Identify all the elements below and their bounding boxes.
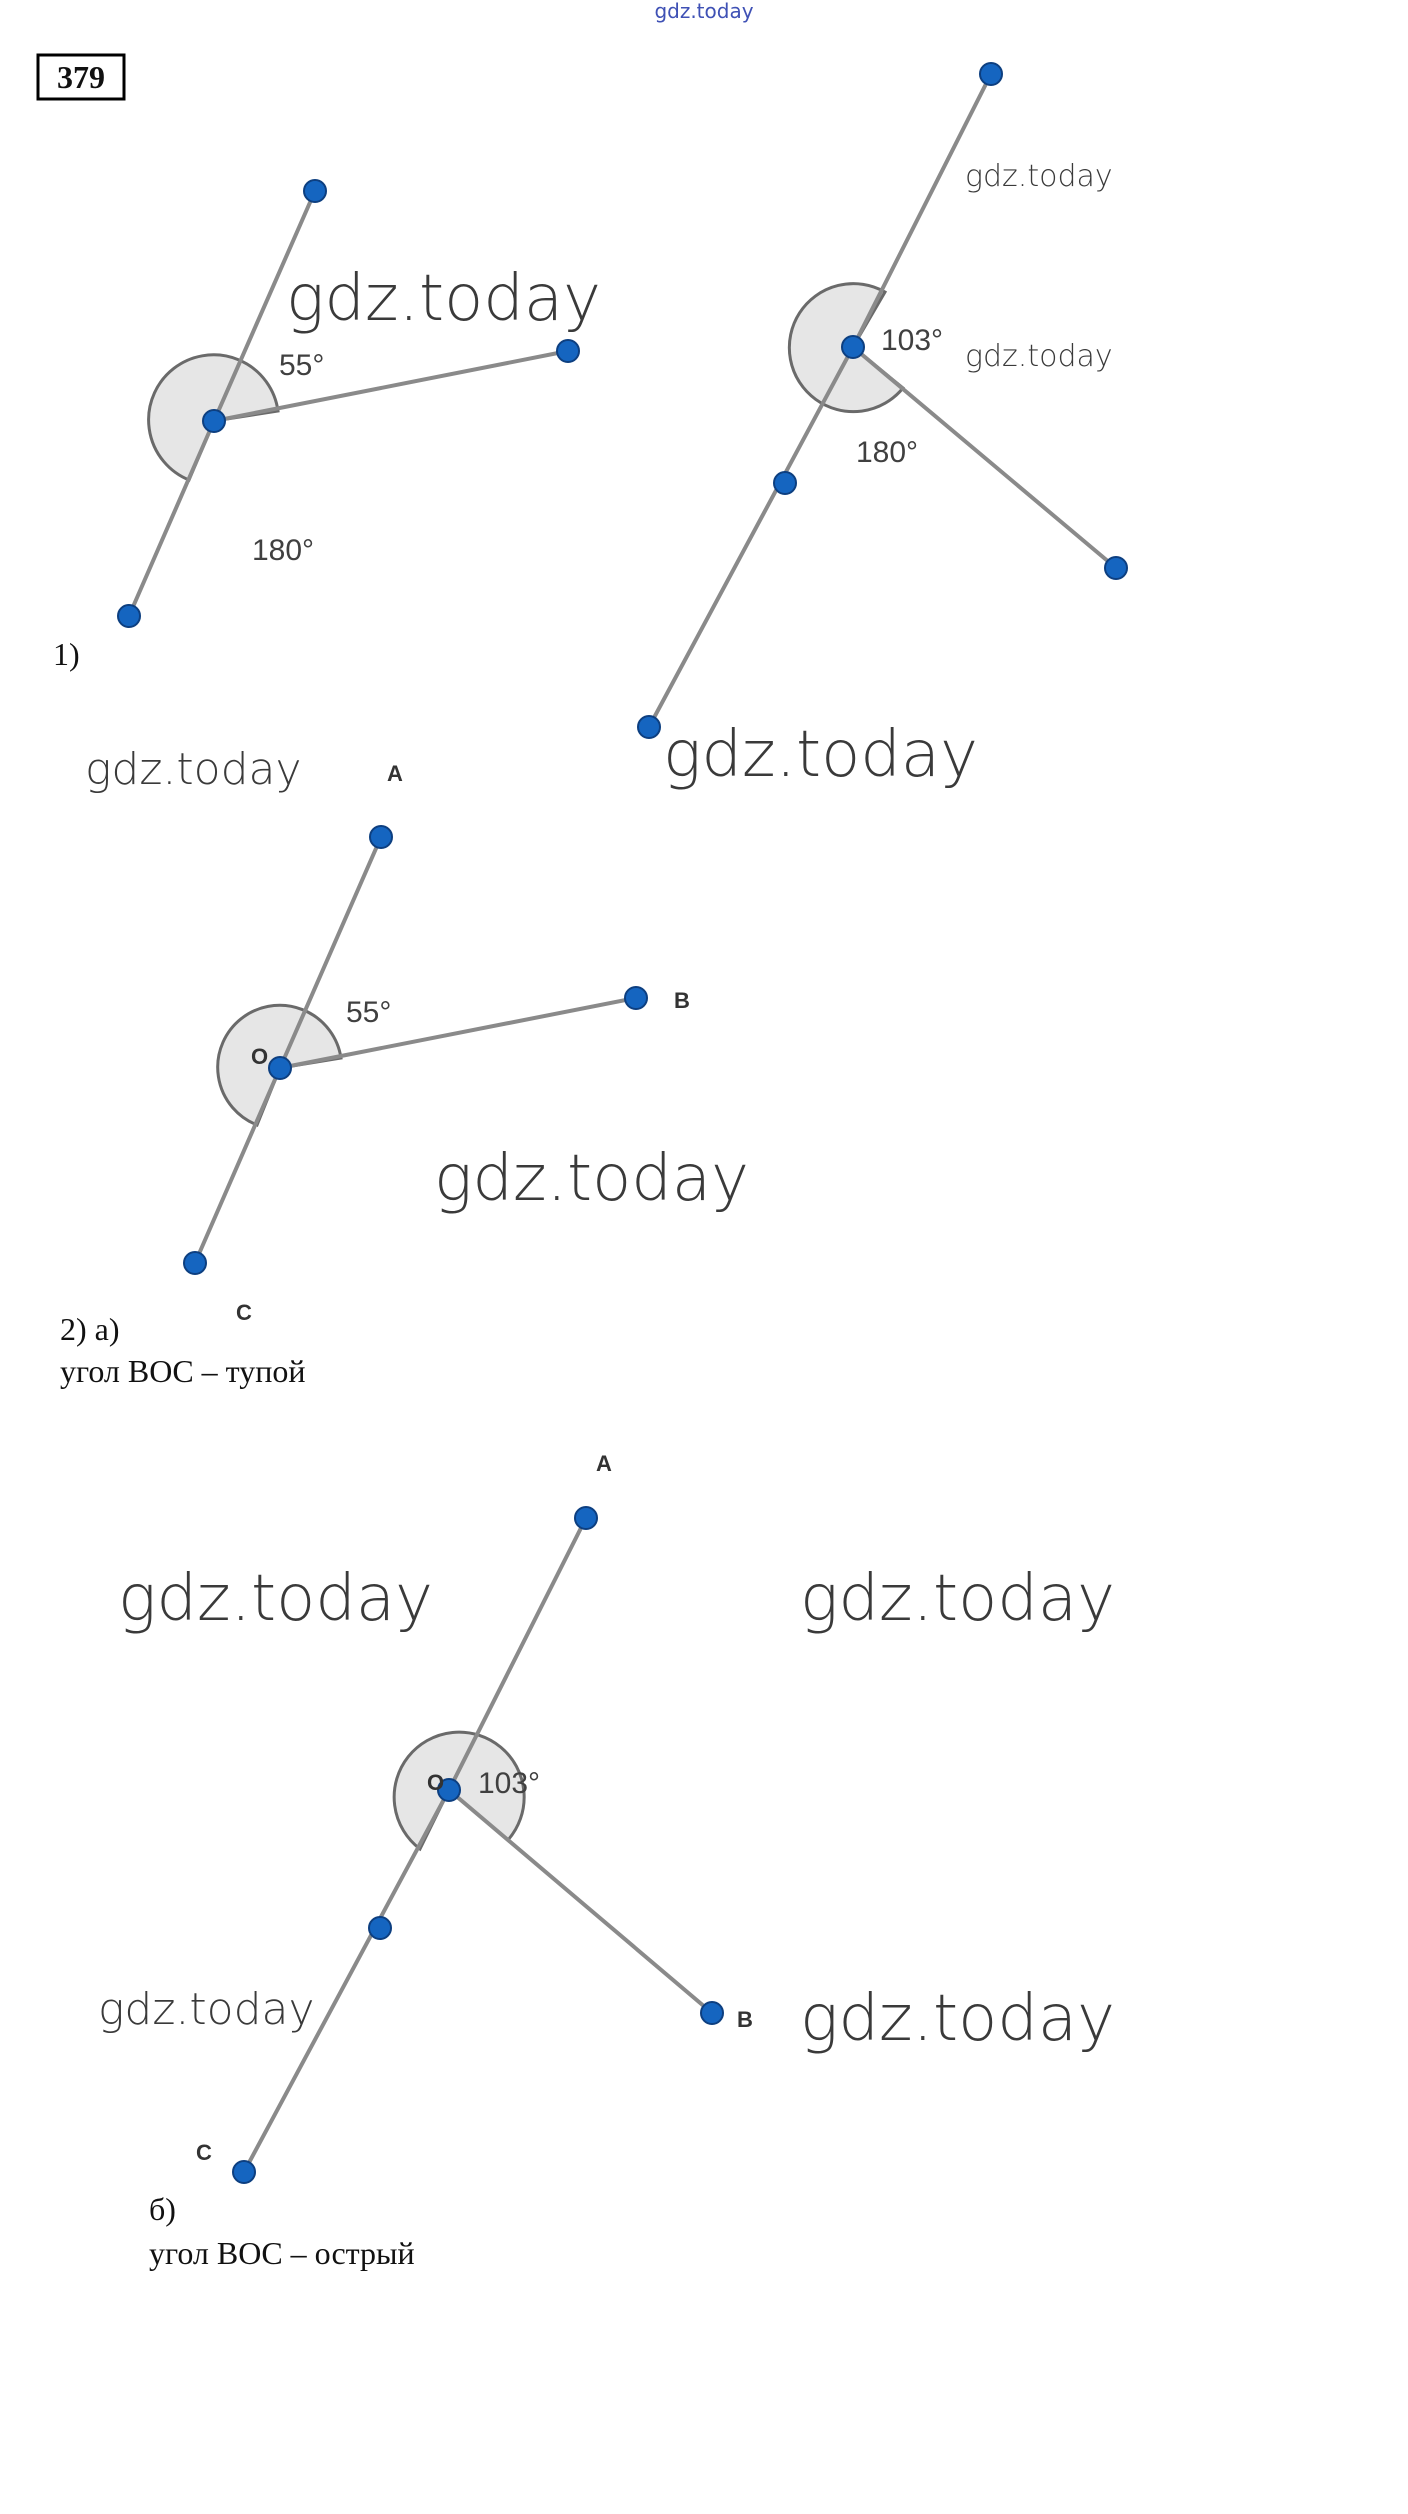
label-b: B — [737, 2007, 753, 2032]
point — [369, 1917, 391, 1939]
point-a — [370, 826, 392, 848]
vertex-point — [203, 410, 225, 432]
part1-label: 1) — [53, 636, 80, 672]
point — [774, 472, 796, 494]
point — [118, 605, 140, 627]
watermark: gdz.today — [800, 1982, 1115, 2056]
watermark: gdz.today — [965, 339, 1113, 374]
header-watermark: gdz.today — [654, 0, 754, 23]
angle-value: 103° — [478, 1767, 541, 1800]
ray-oa — [449, 1518, 586, 1790]
ray-oc — [244, 1790, 449, 2172]
point-b — [701, 2002, 723, 2024]
label-a: A — [596, 1451, 612, 1476]
label-a: A — [387, 761, 403, 786]
point — [1105, 557, 1127, 579]
part2b-label: б) — [149, 2191, 176, 2227]
point-b — [625, 987, 647, 1009]
watermark: gdz.today — [286, 262, 601, 336]
problem-number-box — [38, 55, 124, 99]
part2a-label: 2) а) — [60, 1311, 120, 1347]
point-c — [233, 2161, 255, 2183]
part2a-answer: угол BOC – тупой — [60, 1353, 306, 1389]
ray-ob — [449, 1790, 712, 2013]
point — [980, 63, 1002, 85]
point — [638, 716, 660, 738]
watermark: gdz.today — [663, 718, 978, 792]
problem-number: 379 — [57, 59, 105, 95]
point — [304, 180, 326, 202]
watermark: gdz.today — [965, 159, 1113, 194]
watermark: gdz.today — [98, 1984, 315, 2035]
label-o: O — [251, 1044, 269, 1069]
label-c: C — [196, 2140, 212, 2165]
part2b-answer: угол BOC – острый — [149, 2235, 415, 2271]
watermark: gdz.today — [800, 1562, 1115, 1636]
ray-up — [853, 74, 991, 347]
watermark: gdz.today — [434, 1142, 749, 1216]
angle-value: 55° — [346, 996, 392, 1029]
watermark: gdz.today — [85, 744, 302, 795]
angle-value: 55° — [279, 349, 325, 382]
part2b-figure — [196, 1451, 753, 2183]
label-b: B — [674, 988, 690, 1013]
point-a — [575, 1507, 597, 1529]
point-o — [269, 1057, 291, 1079]
label-o: O — [427, 1770, 445, 1795]
point — [557, 340, 579, 362]
label-c: C — [236, 1300, 252, 1325]
part2a-figure — [184, 761, 690, 1325]
point-c — [184, 1252, 206, 1274]
ray-down — [649, 347, 853, 727]
watermark: gdz.today — [118, 1562, 433, 1636]
ray-ob — [280, 998, 636, 1068]
part1-figure-a — [118, 180, 579, 627]
straight-angle-value: 180° — [856, 436, 919, 469]
straight-angle-value: 180° — [252, 534, 315, 567]
angle-value: 103° — [881, 324, 944, 357]
vertex-point — [842, 336, 864, 358]
